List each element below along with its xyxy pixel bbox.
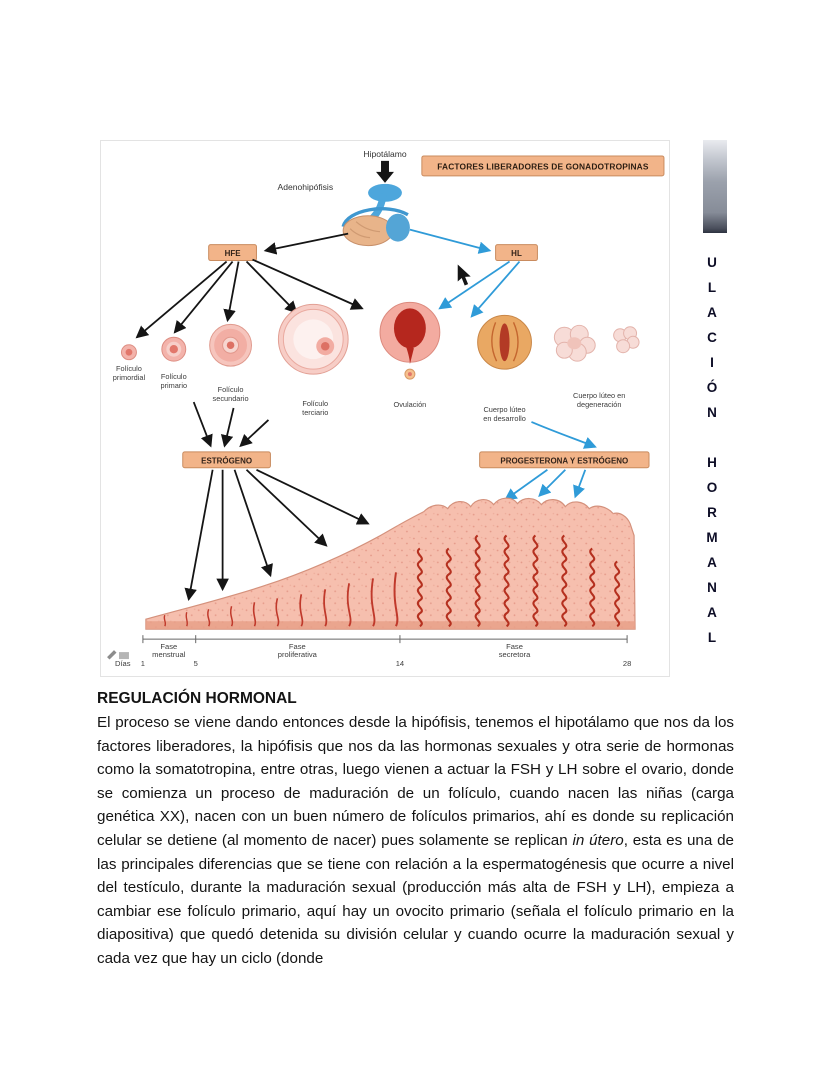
paragraph-text-2: , esta es una de las principales diferencias que se tiene con relación a la espermatogénesis que ocurre a nivel del testículo, durante la maduración sexual (producción más alta de FSH y LH), empieza a cambiar ese folículo primario, aquí hay un ovocito primario (señala el folículo primario en la diapositiva) que quedó detenida su división celular y cuando ocurre la maduración sexual y cada vez que hay un ciclo (donde — [97, 831, 734, 967]
paragraph-italic-phrase: in útero — [572, 831, 624, 849]
follicle-estrogen-arrows — [194, 402, 269, 446]
svg-text:secretora: secretora — [498, 650, 531, 660]
svg-text:primario: primario — [160, 381, 188, 391]
body-text-block — [97, 690, 734, 971]
corpus-luteum-degenerating — [554, 325, 639, 361]
vertical-letter: C — [707, 330, 717, 345]
pituitary-illustration — [343, 184, 410, 246]
svg-text:28: 28 — [622, 659, 632, 669]
arrow-pituitary-hl — [410, 230, 490, 251]
svg-text:Cuerpo lúteo: Cuerpo lúteo — [483, 404, 526, 414]
paragraph-text-1: El proceso se viene dando entonces desde la hipófisis, tenemos el hipotálamo que nos da los factores liberadores, la hipófisis que nos da las hormonas sexuales y otra serie de hormonas como la somatotropina, entre otras, luego vienen a actuar la FSH y LH sobre el ovario, donde se comienza un proceso de maduración de un folículo, cuando nacen las niñas (carga genética XX), nacen con un buen número de folículos primarios, ahí es donde su replicación celular se detiene (al momento de nacer) pues solamente se replican — [97, 714, 734, 849]
gonadotropin-banner-label: FACTORES LIBERADORES DE GONADOTROPINAS — [437, 161, 649, 172]
down-arrow-icon — [376, 161, 394, 183]
section-heading: REGULACIÓN HORMONAL — [97, 690, 297, 707]
mouse-cursor-icon — [458, 265, 471, 286]
hormone-diagram — [101, 141, 669, 676]
svg-text:secundario: secundario — [212, 394, 249, 404]
svg-text:menstrual: menstrual — [152, 650, 186, 660]
svg-text:Fase: Fase — [506, 642, 523, 652]
estrogen-label: ESTRÓGENO — [201, 456, 253, 466]
adenohypophysis-label: Adenohipófisis — [277, 181, 334, 192]
vertical-letter: R — [707, 505, 717, 520]
svg-text:Folículo: Folículo — [217, 385, 244, 395]
vertical-letter: U — [707, 255, 717, 270]
follicle-primary — [162, 337, 186, 361]
vertical-letter: A — [707, 305, 717, 320]
arrow-corpus-progesterone — [531, 422, 595, 447]
svg-text:proliferativa: proliferativa — [277, 650, 317, 660]
hfe-label: HFE — [224, 249, 241, 259]
svg-text:primordial: primordial — [112, 373, 146, 383]
vertical-letter: H — [707, 455, 717, 470]
hormone-diagram-figure — [100, 140, 670, 677]
ovulation-follicle — [380, 302, 440, 379]
hl-label: HL — [511, 249, 522, 259]
arrow-pituitary-hfe — [265, 234, 348, 251]
body-paragraph — [97, 711, 734, 971]
svg-text:Fase: Fase — [160, 642, 178, 652]
svg-text:Días: Días — [115, 659, 131, 669]
endometrium-illustration — [146, 498, 635, 629]
hl-ovulation-arrows — [440, 262, 520, 317]
progesterone-label: PROGESTERONA Y ESTRÓGENO — [500, 456, 629, 466]
vertical-letter: M — [706, 530, 718, 545]
svg-text:Ovulación: Ovulación — [393, 400, 427, 410]
vertical-letter: A — [707, 555, 717, 570]
svg-text:terciario: terciario — [302, 407, 329, 417]
follicle-primordial — [121, 345, 136, 360]
vertical-letter: N — [707, 580, 717, 595]
svg-text:degeneración: degeneración — [576, 400, 622, 410]
progesterone-endometrium-arrows — [506, 470, 586, 500]
svg-text:Cuerpo lúteo en: Cuerpo lúteo en — [573, 391, 626, 401]
vertical-letter: O — [706, 480, 718, 495]
vertical-letter: L — [707, 280, 717, 295]
vertical-letter: I — [710, 355, 714, 370]
svg-text:5: 5 — [193, 659, 198, 669]
vertical-letter: N — [707, 405, 717, 420]
svg-text:14: 14 — [395, 659, 405, 669]
svg-text:Folículo: Folículo — [116, 364, 142, 374]
svg-text:Folículo: Folículo — [160, 372, 187, 382]
follicle-tertiary — [278, 304, 348, 374]
svg-text:1: 1 — [140, 659, 146, 669]
svg-text:Folículo: Folículo — [302, 399, 329, 409]
corpus-luteum-developing — [478, 315, 532, 369]
follicle-labels — [113, 364, 626, 423]
vertical-title-word2 — [699, 450, 725, 650]
vertical-title-word1 — [699, 250, 725, 425]
cycle-phase-axis — [115, 635, 631, 668]
follicle-secondary — [210, 324, 252, 366]
vertical-letter: A — [707, 605, 717, 620]
svg-text:en desarrollo: en desarrollo — [483, 413, 526, 423]
vertical-letter: Ó — [706, 380, 718, 395]
vertical-letter: L — [707, 630, 717, 645]
svg-text:Fase: Fase — [288, 642, 306, 652]
page-edge-image — [703, 140, 727, 233]
hypothalamus-label: Hipotálamo — [363, 148, 407, 159]
